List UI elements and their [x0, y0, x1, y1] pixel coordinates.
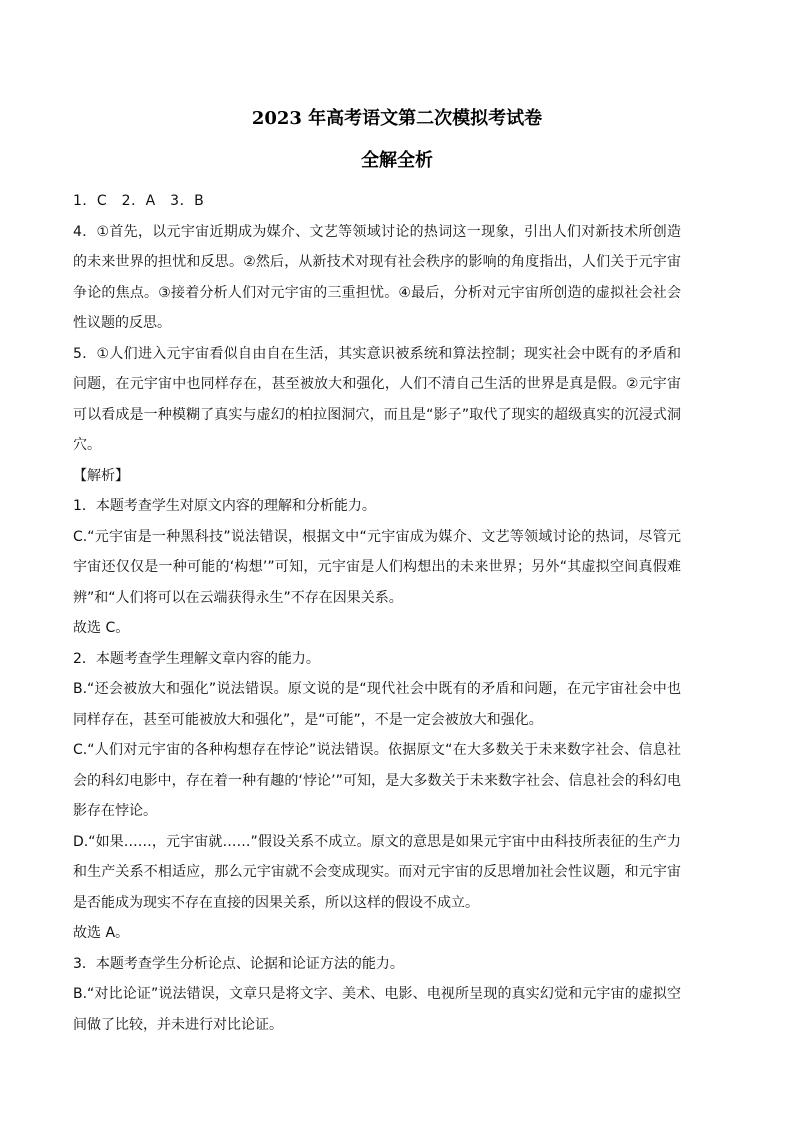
- analysis-2-option-c: C.“人们对元宇宙的各种构想存在悖论”说法错误。依据原文“在大多数关于未来数字社会、信息社会的科幻电影中，存在着一种有趣的‘悖论’”可知，是大多数关于未来数字社会、信息社会的科幻电影存在悖论。: [73, 742, 681, 819]
- analysis-heading: 【解析】: [73, 467, 129, 484]
- analysis-3-intro: 3．本题考查学生分析论点、论据和论证方法的能力。: [73, 955, 404, 972]
- question-5-answer: 5．①人们进入元宇宙看似自由自在生活，其实意识被系统和算法控制；现实社会中既有的矛盾和问题，在元宇宙中也同样存在，甚至被放大和强化，人们不清自己生活的世界是真是假。②元宇宙可以看成是一种模糊了真实与虚幻的柏拉图洞穴，而且是“影子”取代了现实的超级真实的沉浸式洞穴。: [73, 345, 681, 453]
- analysis-1-choice: 故选 C。: [73, 620, 130, 636]
- question-4-answer: 4．①首先，以元宇宙近期成为媒介、文艺等领域讨论的热词这一现象，引出人们对新技术所创造的未来世界的担忧和反思。②然后，从新技术对现有社会秩序的影响的角度指出，人们关于元宇宙争论的焦点。③接着分析人们对元宇宙的三重担忧。④最后，分析对元宇宙所创造的虚拟社会社会性议题的反思。: [73, 223, 681, 331]
- analysis-3-option-b: B.“对比论证”说法错误，文章只是将文字、美术、电影、电视所呈现的真实幻觉和元宇宙的虚拟空间做了比较，并未进行对比论证。: [73, 986, 681, 1033]
- analysis-2-option-b: B.“还会被放大和强化”说法错误。原文说的是“现代社会中既有的矛盾和问题，在元宇宙社会中也同样存在，甚至可能被放大和强化”，是“可能”，不是一定会被放大和强化。: [73, 681, 681, 728]
- page-title: 2023 年高考语文第二次模拟考试卷: [251, 108, 543, 129]
- page-subtitle: 全解全析: [361, 150, 433, 171]
- analysis-1-option-c: C.“元宇宙是一种黑科技”说法错误，根据文中“元宇宙成为媒介、文艺等领域讨论的热词，尽管元宇宙还仅仅是一种可能的‘构想’”可知，元宇宙是人们构想出的未来世界；另外“其虚拟空间真假难辨”和“人们将可以在云端获得永生”不存在因果关系。: [73, 528, 681, 606]
- analysis-1-intro: 1．本题考查学生对原文内容的理解和分析能力。: [73, 498, 376, 514]
- document-body: [73, 186, 681, 1040]
- analysis-2-intro: 2．本题考查学生理解文章内容的能力。: [73, 650, 320, 667]
- answer-key-line: 1．C 2．A 3．B: [73, 193, 205, 209]
- analysis-2-option-d: D.“如果……，元宇宙就……”假设关系不成立。原文的意思是如果元宇宙中由科技所表征的生产力和生产关系不相适应，那么元宇宙就不会变成现实。而对元宇宙的反思增加社会性议题，和元宇宙是否能成为现实不存在直接的因果关系，所以这样的假设不成立。: [73, 833, 681, 911]
- analysis-2-choice: 故选 A。: [73, 925, 130, 941]
